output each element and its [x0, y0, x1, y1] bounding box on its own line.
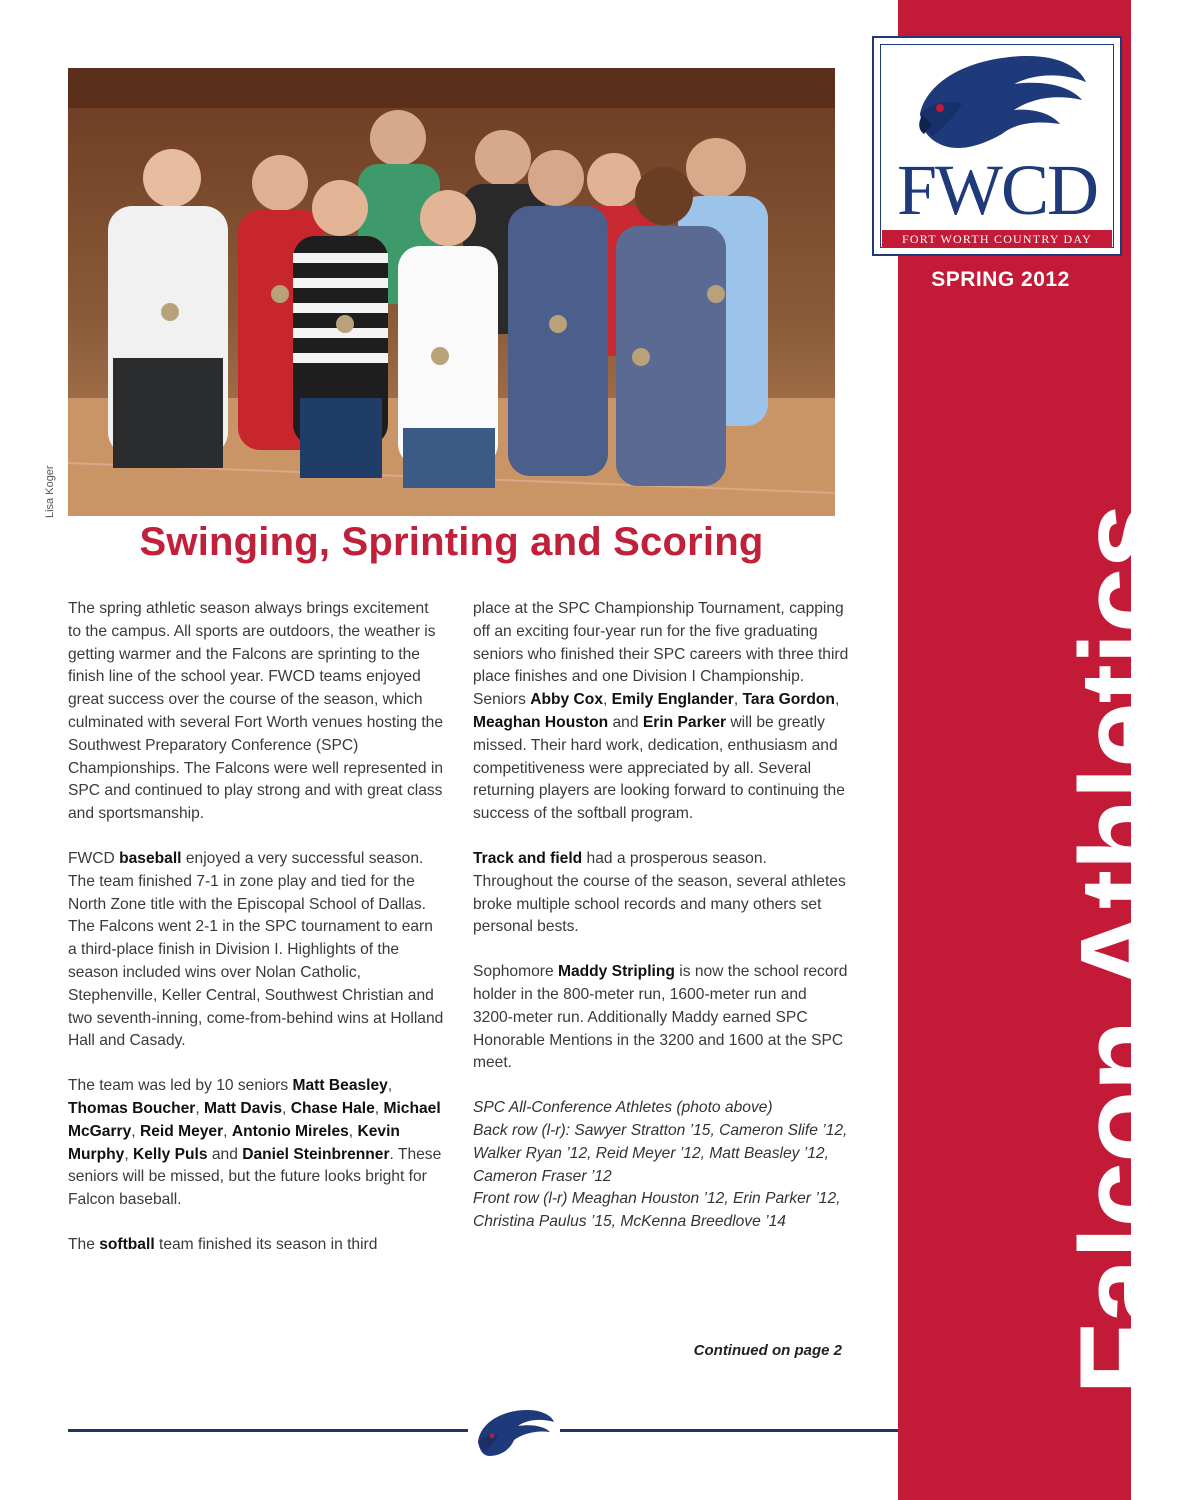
senior-name: Meaghan Houston	[473, 713, 609, 731]
senior-name: Emily Englander	[611, 691, 734, 709]
article-headline: Swinging, Sprinting and Scoring	[139, 520, 764, 564]
section-title: Falcon Athletics	[1056, 503, 1188, 1395]
senior-name: Tara Gordon	[742, 691, 835, 709]
text-segment: and	[207, 1145, 243, 1163]
text-segment: FWCD	[68, 849, 120, 867]
senior-name: Kelly Puls	[132, 1145, 208, 1163]
article-column-1	[68, 598, 444, 1279]
text-segment: had a prosperous season. Throughout the course of the season, several athletes broke multiple school records and many others set personal bests.	[473, 849, 846, 936]
senior-name: Michael McGarry	[68, 1099, 441, 1140]
falcon-logo-icon	[874, 44, 1120, 164]
senior-name: Reid Meyer	[139, 1122, 224, 1140]
text-segment: The	[68, 1235, 100, 1253]
falcon-footer-icon	[470, 1402, 558, 1458]
article-column-2	[473, 598, 849, 1234]
issue-season: SPRING 2012	[931, 268, 1070, 291]
text-segment: . These seniors will be missed, but the future looks bright for Falcon baseball.	[68, 1145, 442, 1209]
fwcd-logo	[872, 36, 1122, 256]
text-segment: place at the SPC Championship Tournament, capping off an exciting four-year run for the five graduating seniors who finished their SPC careers with three third place finishes and one Division I Championship. Seniors	[473, 600, 849, 709]
photo-caption-back-row: Back row (l-r): Sawyer Stratton ’15, Cameron Slife ’12, Walker Ryan ’12, Reid Meyer ’12, Matt Beasley ’12, Cameron Fraser ’12	[473, 1121, 848, 1185]
senior-name: Matt Davis	[204, 1099, 283, 1117]
logo-subtitle: FORT WORTH COUNTRY DAY	[902, 232, 1092, 246]
senior-name: Kevin Murphy	[68, 1122, 400, 1163]
paragraph-seniors: The team was led by 10 seniors Matt Beasley, Thomas Boucher, Matt Davis, Chase Hale, Michael McGarry, Reid Meyer, Antonio Mireles, Kevin Murphy, Kelly Puls and Daniel Steinbrenner. These seniors will be missed, but the future looks bright for Falcon baseball.	[68, 1077, 442, 1209]
text-segment: team finished its season in third	[154, 1235, 378, 1253]
bold-term-baseball: baseball	[119, 849, 182, 867]
footer-rule-left	[68, 1429, 468, 1432]
paragraph-softball-start	[68, 1234, 444, 1257]
paragraph-intro: The spring athletic season always brings excitement to the campus. All sports are outdoors, the weather is getting warmer and the Falcons are sprinting to the finish line of the school year. FWCD teams enjoyed great success over the course of the season, which culminated with several Fort Worth venues hosting the Southwest Preparatory Conference (SPC) Championships. The Falcons were well represented in SPC and continued to play strong and with great class and sportsmanship.	[68, 600, 444, 823]
senior-name: Daniel Steinbrenner	[242, 1145, 390, 1163]
senior-name: Matt Beasley	[292, 1077, 388, 1095]
footer-rule-right	[560, 1429, 900, 1432]
text-segment: Sophomore	[473, 963, 558, 981]
paragraph-stripling	[473, 961, 849, 1075]
senior-name: Antonio Mireles	[231, 1122, 349, 1140]
senior-name: Thomas Boucher	[68, 1099, 196, 1117]
text-segment: and	[608, 713, 643, 731]
bold-term-softball: softball	[99, 1235, 155, 1253]
photo-caption-front-row: Front row (l-r) Meaghan Houston ’12, Erin Parker ’12, Christina Paulus ’15, McKenna Breedlove ’14	[473, 1190, 841, 1231]
paragraph-baseball	[68, 848, 444, 1053]
bold-term-track: Track and field	[473, 849, 583, 867]
senior-name: Erin Parker	[642, 713, 727, 731]
continued-link[interactable]: Continued on page 2	[693, 1342, 842, 1359]
text-segment: The team was led by 10 seniors	[68, 1077, 293, 1095]
paragraph-softball-cont: place at the SPC Championship Tournament, capping off an exciting four-year run for the five graduating seniors who finished their SPC careers with three third place finishes and one Division I Championship. Seniors Abby Cox, Emily Englander, Tara Gordon, Meaghan Houston and Erin Parker will be greatly missed. Their hard work, dedication, enthusiasm and competitiveness were appreciated by all. Several returning players are looking forward to continuing the success of the softball program.	[473, 600, 849, 823]
senior-name: Abby Cox	[530, 691, 603, 709]
photo-credit: Lisa Koger	[44, 465, 56, 518]
senior-name: Chase Hale	[290, 1099, 375, 1117]
text-segment: enjoyed a very successful season. The team finished 7-1 in zone play and tied for the North Zone title with the Episcopal School of Dallas. The Falcons went 2-1 in the SPC tournament to earn a third-place finish in Division I. Highlights of the season included wins over Nolan Catholic, Stephenville, Keller Central, Southwest Christian and two seventh-inning, come-from-behind wins at Holland Hall and Casady.	[68, 849, 444, 1050]
logo-wordmark: FWCD	[896, 150, 1098, 230]
team-photo	[68, 68, 835, 516]
photo-caption-title: SPC All-Conference Athletes (photo above)	[473, 1099, 773, 1117]
athlete-name: Maddy Stripling	[557, 963, 675, 981]
text-segment: will be greatly missed. Their hard work, dedication, enthusiasm and competitiveness were appreciated by all. Several returning players are looking forward to continuing the success of the softball program.	[473, 713, 845, 823]
paragraph-track	[473, 848, 849, 939]
text-segment: is now the school record holder in the 800-meter run, 1600-meter run and 3200-meter run. Additionally Maddy earned SPC Honorable Mentions in the 3200 and 1600 at the SPC meet.	[473, 963, 848, 1072]
